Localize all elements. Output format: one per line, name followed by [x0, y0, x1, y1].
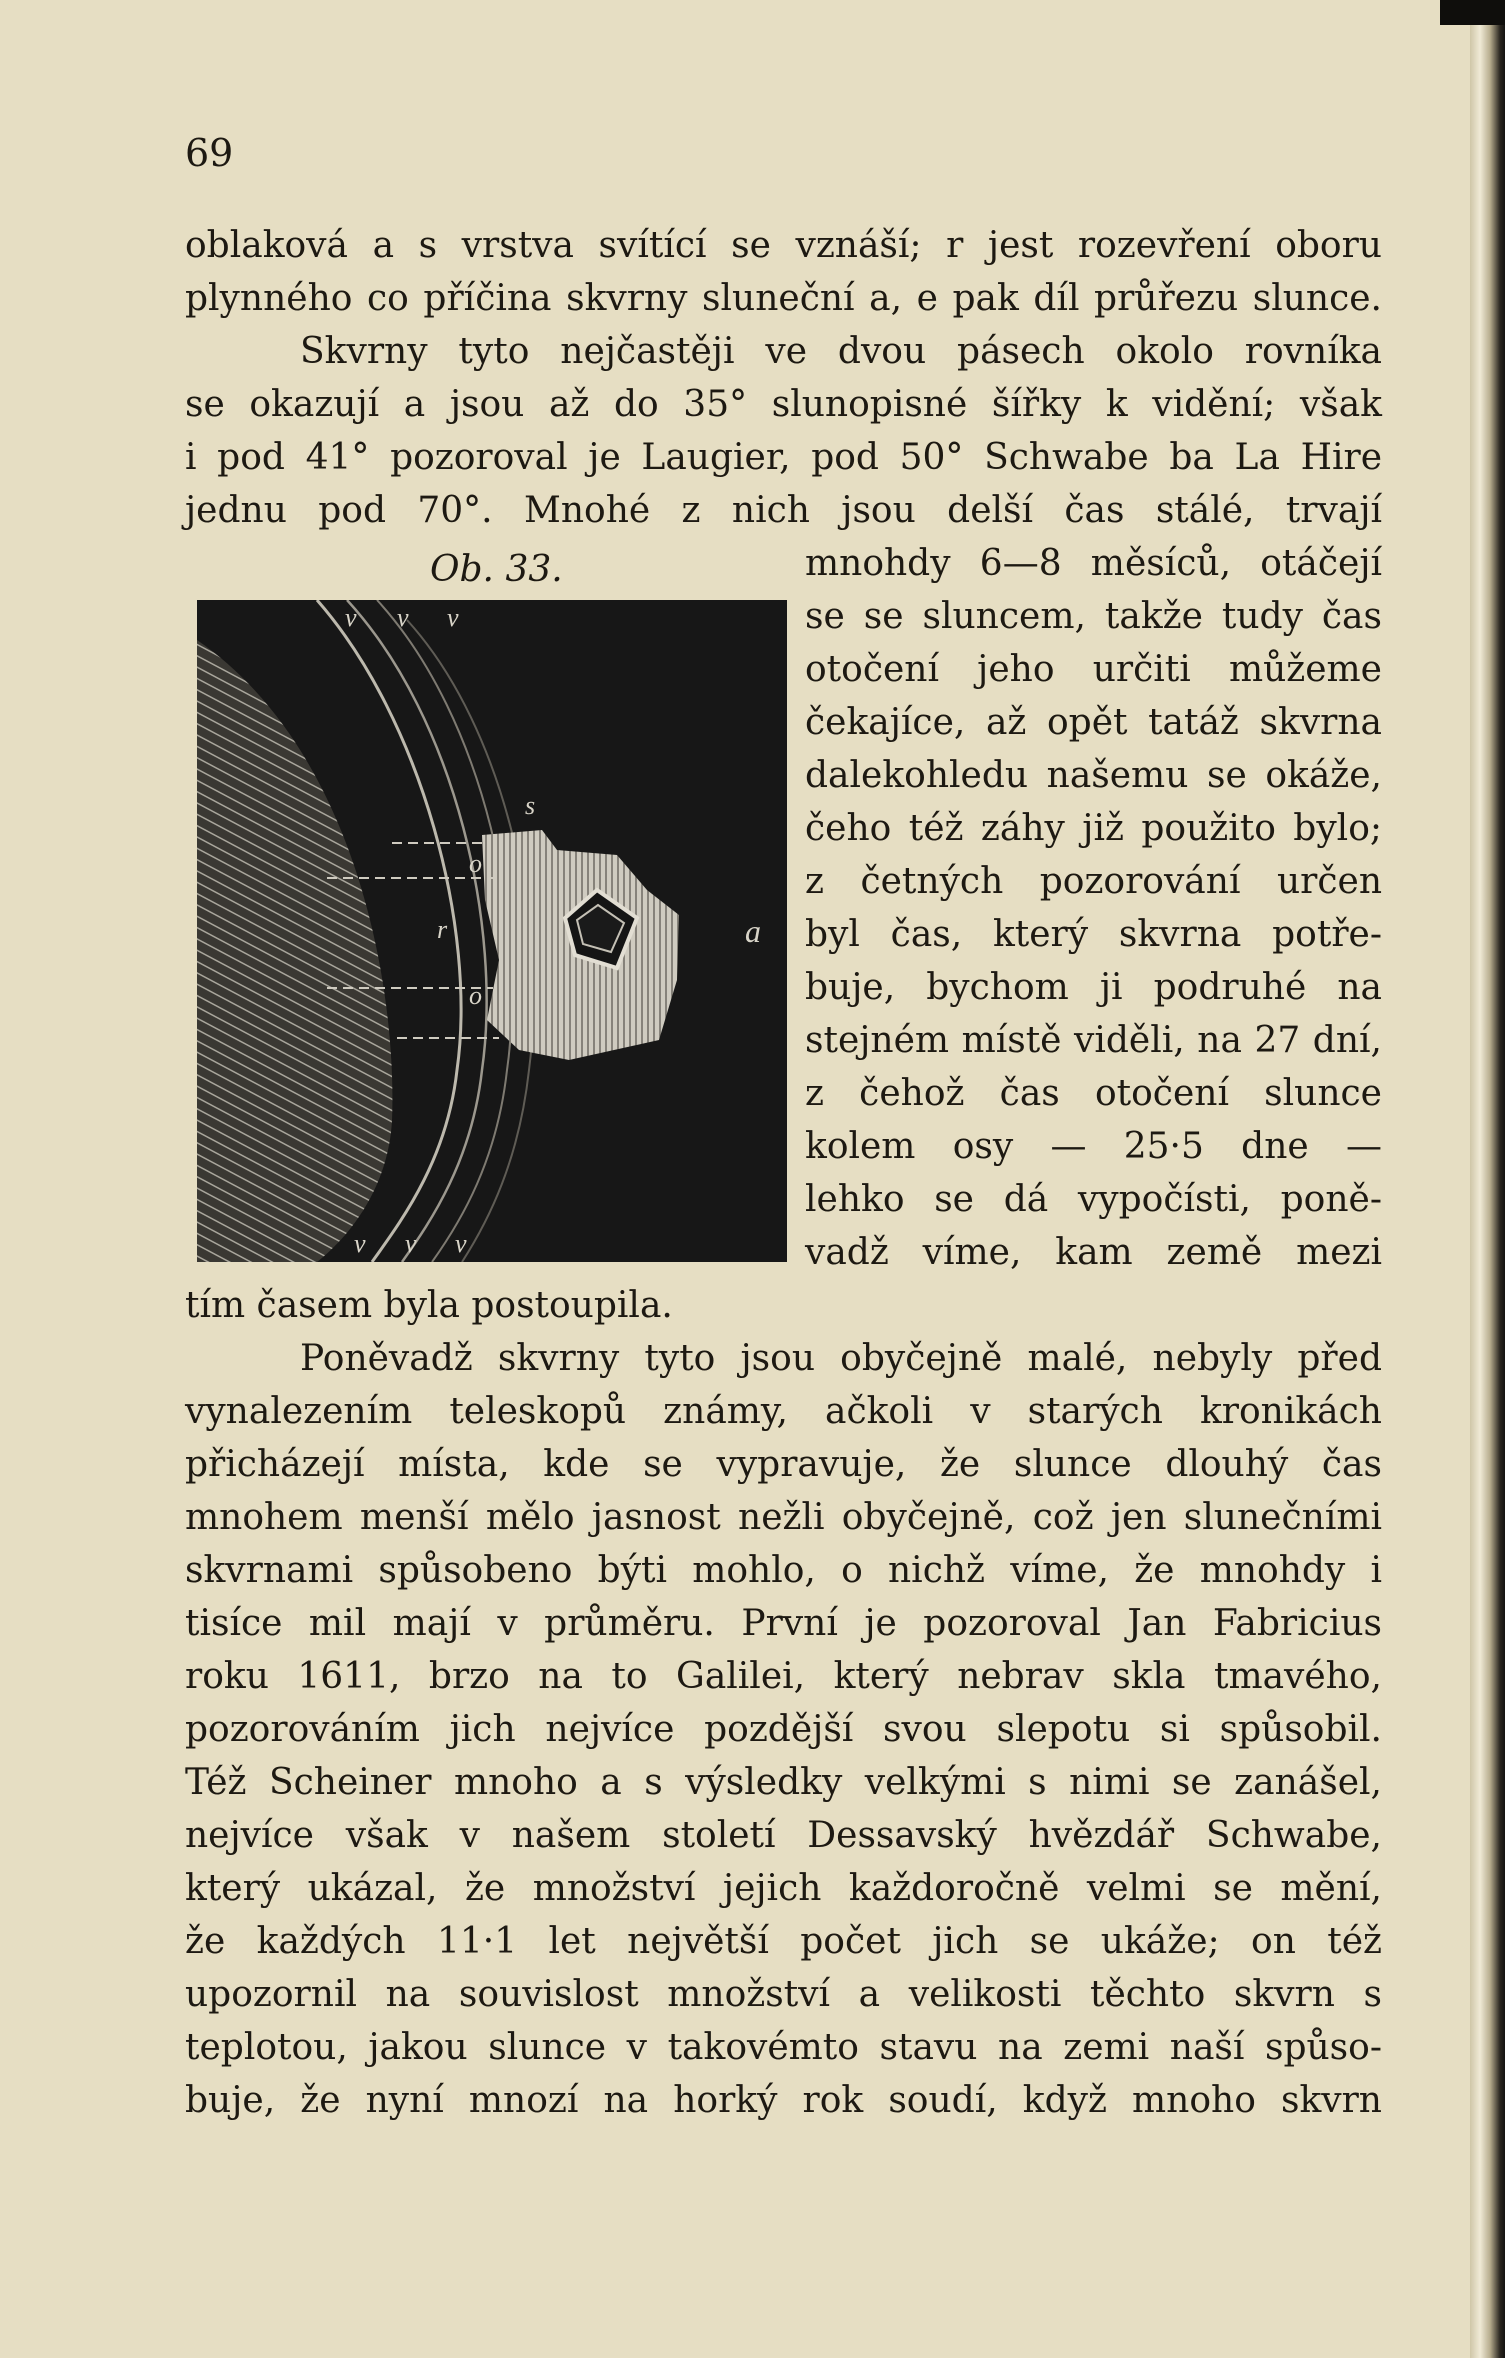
text-line: přicházejí místa, kde se vypravuje, že slunce dlouhý čas: [185, 1444, 1382, 1485]
text-line: Též Scheiner mnoho a s výsledky velkými s nimi se zanášel,: [185, 1762, 1382, 1803]
text-line: mnohdy 6—8 měsíců, otáčejí: [805, 543, 1382, 584]
text-line: vynalezením teleskopů známy, ačkoli v starých kronikách: [185, 1391, 1382, 1432]
text-line: plynného co příčina skvrny sluneční a, e pak díl průřezu slunce.: [185, 278, 1382, 319]
sunspot-figure: [197, 600, 787, 1262]
figure-label-v: v: [455, 1229, 467, 1258]
text-line: upozornil na souvislost množství a velikosti těchto skvrn s: [185, 1974, 1382, 2015]
text-line: čekajíce, až opět tatáž skvrna: [805, 702, 1382, 743]
text-line: pozorováním jich nejvíce pozdější svou slepotu si spůsobil.: [185, 1709, 1382, 1750]
figure-caption: Ob. 33.: [430, 549, 563, 590]
figure-label-v: v: [354, 1229, 366, 1258]
text-line: i pod 41° pozoroval je Laugier, pod 50° Schwabe ba La Hire: [185, 437, 1382, 478]
figure-label-o: o: [469, 849, 482, 878]
text-line: skvrnami spůsobeno býti mohlo, o nichž víme, že mnohdy i: [185, 1550, 1382, 1591]
text-line: nejvíce však v našem století Dessavský hvězdář Schwabe,: [185, 1815, 1382, 1856]
text-line: dalekohledu našemu se okáže,: [805, 755, 1382, 796]
text-line: byl čas, který skvrna potře-: [805, 914, 1382, 955]
text-line: se okazují a jsou až do 35° slunopisné šířky k vidění; však: [185, 384, 1382, 425]
text-line: z četných pozorování určen: [805, 861, 1382, 902]
text-line: Poněvadž skvrny tyto jsou obyčejně malé, nebyly před: [300, 1338, 1382, 1379]
text-line: teplotou, jakou slunce v takovémto stavu na zemi naší spůso-: [185, 2027, 1382, 2068]
text-line: čeho též záhy již použito bylo;: [805, 808, 1382, 849]
figure-label-v: v: [405, 1229, 417, 1258]
text-line: z čehož čas otočení slunce: [805, 1073, 1382, 1114]
text-line: kolem osy — 25·5 dne —: [805, 1126, 1382, 1167]
text-line: že každých 11·1 let největší počet jich se ukáže; on též: [185, 1921, 1382, 1962]
figure-label-v: v: [447, 603, 459, 632]
text-line: mnohem menší mělo jasnost nežli obyčejně, což jen slunečními: [185, 1497, 1382, 1538]
text-line: oblaková a s vrstva svítící se vznáší; r jest rozevření oboru: [185, 225, 1382, 266]
text-line: buje, že nyní mnozí na horký rok soudí, když mnoho skvrn: [185, 2080, 1382, 2121]
text-line: lehko se dá vypočísti, poně-: [805, 1179, 1382, 1220]
text-line: jednu pod 70°. Mnohé z nich jsou delší čas stálé, trvají: [185, 490, 1382, 531]
figure-label-r: r: [437, 915, 448, 944]
figure-label-s: s: [525, 791, 536, 820]
text-line: Skvrny tyto nejčastěji ve dvou pásech okolo rovníka: [300, 331, 1382, 372]
sunspot-cross-section-illustration: [197, 600, 787, 1262]
text-line: buje, bychom ji podruhé na: [805, 967, 1382, 1008]
text-line: otočení jeho určiti můžeme: [805, 649, 1382, 690]
text-line: se se sluncem, takže tudy čas: [805, 596, 1382, 637]
figure-label-v: v: [345, 603, 357, 632]
text-line: který ukázal, že množství jejich každoročně velmi se mění,: [185, 1868, 1382, 1909]
text-line: tisíce mil mají v průměru. První je pozoroval Jan Fabricius: [185, 1603, 1382, 1644]
page-binding-edge: [1470, 0, 1505, 2358]
text-line: roku 1611, brzo na to Galilei, který nebrav skla tmavého,: [185, 1656, 1382, 1697]
figure-label-v: v: [397, 603, 409, 632]
text-line: tím časem byla postoupila.: [185, 1285, 673, 1326]
page-number: 69: [185, 131, 234, 175]
text-line: stejném místě viděli, na 27 dní,: [805, 1020, 1382, 1061]
figure-label-o: o: [469, 981, 482, 1010]
text-line: vadž víme, kam země mezi: [805, 1232, 1382, 1273]
figure-label-a: a: [745, 913, 761, 949]
scan-corner-shadow: [1440, 0, 1505, 25]
